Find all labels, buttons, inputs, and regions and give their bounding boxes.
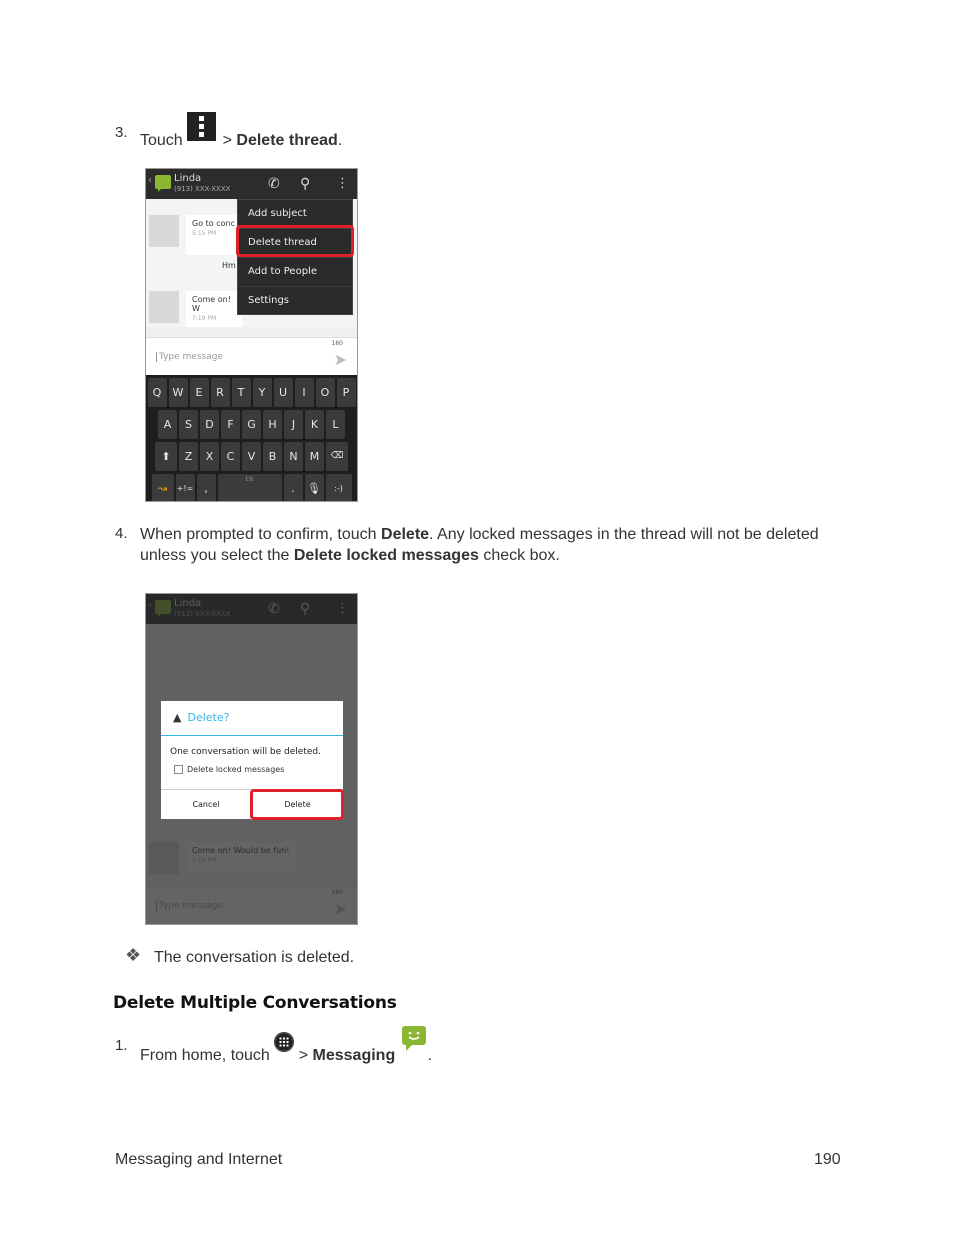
dialog-title-text: Delete?	[187, 711, 230, 724]
key-q[interactable]: Q	[148, 378, 167, 407]
key-l[interactable]: L	[326, 410, 345, 439]
section-title: Delete Multiple Conversations	[113, 993, 397, 1013]
action-bar	[146, 169, 357, 199]
space-key[interactable]: EN	[218, 474, 282, 502]
step-4-line-2	[140, 545, 860, 566]
microphone-key-icon[interactable]: 🎙	[305, 474, 324, 502]
paperclip-icon[interactable]: ⚲	[300, 176, 311, 192]
key-y[interactable]: Y	[253, 378, 272, 407]
key-r[interactable]: R	[211, 378, 230, 407]
key-w[interactable]: W	[169, 378, 188, 407]
step-4-text	[140, 524, 860, 566]
step-4-line-2-c: check box.	[483, 547, 560, 564]
backspace-key-icon[interactable]: ⌫	[326, 442, 348, 471]
step-4-line-1	[140, 524, 860, 545]
menu-item-settings[interactable]: Settings	[248, 295, 290, 306]
menu-overflow-icon	[187, 112, 216, 141]
messaging-app-icon	[155, 175, 171, 189]
delete-locked-checkbox[interactable]	[174, 765, 183, 774]
keyboard-row-3	[148, 442, 355, 471]
step-3-text	[140, 112, 342, 151]
delete-locked-label: Delete locked messages	[187, 765, 285, 774]
message-time: 5:15 PM	[192, 230, 217, 237]
dialog-title-divider	[161, 735, 343, 736]
key-i[interactable]: I	[295, 378, 314, 407]
keyboard-row-1	[148, 378, 355, 407]
step-3-touch: Touch	[140, 132, 183, 149]
key-f[interactable]: F	[221, 410, 240, 439]
step-1-separator: >	[298, 1047, 309, 1064]
key-u[interactable]: U	[274, 378, 293, 407]
menu-item-delete-thread[interactable]: Delete thread	[238, 229, 352, 258]
step-1-text	[140, 1024, 432, 1066]
screenshot-options-menu	[145, 168, 358, 502]
contact-number: (913) XXX-XXXX	[174, 185, 231, 193]
footer-page-number: 190	[814, 1151, 841, 1168]
key-h[interactable]: H	[263, 410, 282, 439]
key-v[interactable]: V	[242, 442, 261, 471]
delete-locked-checkbox-row[interactable]	[174, 765, 284, 774]
message-bubble	[186, 291, 242, 327]
phone-icon[interactable]: ✆	[268, 176, 280, 192]
messaging-app-icon	[400, 1024, 428, 1052]
dialog-message: One conversation will be deleted.	[170, 747, 321, 757]
step-4-delete: Delete	[381, 526, 430, 543]
keyboard-row-2	[148, 410, 355, 439]
keyboard-row-4	[148, 474, 355, 502]
key-z[interactable]: Z	[179, 442, 198, 471]
key-k[interactable]: K	[305, 410, 324, 439]
on-screen-keyboard	[146, 375, 357, 502]
dialog-title	[173, 711, 229, 724]
avatar	[149, 291, 179, 323]
step-1-target: Messaging	[312, 1047, 396, 1064]
key-t[interactable]: T	[232, 378, 251, 407]
menu-item-add-subject[interactable]: Add subject	[238, 200, 352, 229]
result-text: The conversation is deleted.	[154, 949, 355, 966]
step-3-separator: >	[222, 132, 232, 149]
step-1-number: 1.	[115, 1037, 128, 1054]
character-count: 160	[331, 340, 343, 347]
symbols-key[interactable]: +!=	[176, 474, 195, 502]
step-4-line-1-a: When prompted to confirm, touch	[140, 526, 377, 543]
apps-launcher-icon	[274, 1032, 294, 1052]
message-text: Go to conc	[192, 219, 235, 228]
key-p[interactable]: P	[337, 378, 356, 407]
avatar	[149, 215, 179, 247]
step-3-number: 3.	[115, 124, 128, 141]
message-text: Come on! W	[192, 295, 231, 313]
send-icon[interactable]: ➤	[333, 350, 347, 369]
comma-key[interactable]: ,	[197, 474, 216, 502]
step-4-line-2-a: unless you select the	[140, 547, 290, 564]
key-n[interactable]: N	[284, 442, 303, 471]
key-a[interactable]: A	[158, 410, 177, 439]
menu-item-add-to-people[interactable]: Add to People	[238, 258, 352, 287]
delete-thread-highlight	[236, 225, 354, 257]
period-key[interactable]: .	[284, 474, 303, 502]
key-b[interactable]: B	[263, 442, 282, 471]
message-time: 7:19 PM	[192, 315, 217, 322]
key-j[interactable]: J	[284, 410, 303, 439]
message-bubble	[186, 215, 242, 255]
key-x[interactable]: X	[200, 442, 219, 471]
compose-input[interactable]: Type message	[156, 352, 223, 362]
cancel-button[interactable]: Cancel	[161, 790, 252, 820]
swype-key-icon[interactable]: ↝	[152, 474, 174, 502]
step-1-text-start: From home, touch	[140, 1047, 270, 1064]
warning-icon: ▲	[173, 711, 182, 724]
key-c[interactable]: C	[221, 442, 240, 471]
key-m[interactable]: M	[305, 442, 324, 471]
footer-section-name: Messaging and Internet	[115, 1151, 283, 1168]
delete-button-highlight	[250, 789, 344, 820]
options-menu	[237, 199, 353, 315]
back-chevron-icon[interactable]: ‹	[148, 175, 152, 186]
shift-key-icon[interactable]: ⬆	[155, 442, 177, 471]
overflow-menu-icon[interactable]: ⋮	[336, 176, 349, 191]
key-g[interactable]: G	[242, 410, 261, 439]
key-e[interactable]: E	[190, 378, 209, 407]
delete-button[interactable]: Delete	[284, 800, 311, 809]
key-s[interactable]: S	[179, 410, 198, 439]
step-3-end: .	[337, 132, 343, 149]
contact-name: Linda	[174, 173, 202, 184]
result-bullet-icon: ❖	[125, 945, 142, 965]
step-4-line-1-c: . Any locked messages in the thread will not be deleted	[429, 526, 819, 543]
smiley-key[interactable]: :-)	[326, 474, 352, 502]
step-4-delete-locked: Delete locked messages	[293, 547, 479, 564]
key-o[interactable]: O	[316, 378, 335, 407]
step-4-number: 4.	[115, 525, 128, 542]
step-1-end: .	[427, 1047, 433, 1064]
step-3-target: Delete thread	[236, 132, 338, 149]
key-d[interactable]: D	[200, 410, 219, 439]
message-text: Hm	[222, 261, 236, 270]
screenshot-delete-dialog	[145, 593, 358, 925]
compose-bar	[146, 337, 357, 377]
